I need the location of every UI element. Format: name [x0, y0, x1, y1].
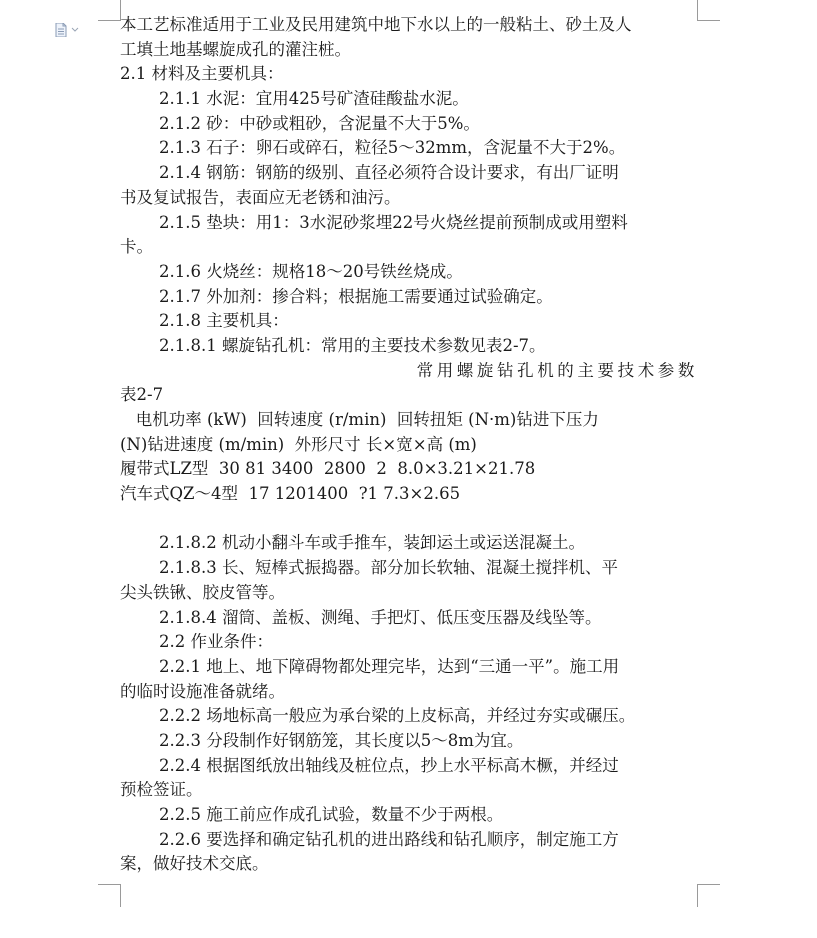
document-body	[120, 13, 698, 877]
table-header-line: 电机功率 (kW) 回转速度 (r/min) 回转扭矩 (N·m)钻进下压力	[120, 410, 599, 429]
table-header-line: (N)钻进速度 (m/min) 外形尺寸 长×宽×高 (m)	[120, 434, 477, 454]
margin-corner-bottom-right	[697, 884, 720, 907]
text-line: 2.2.5 施工前应作成孔试验，数量不少于两根。	[159, 805, 504, 824]
text-line: 2.1.5 垫块：用1：3水泥砂浆埋22号火烧丝提前预制成或用塑料	[159, 212, 628, 232]
table-row: 履带式LZ型 30 81 3400 2800 2 8.0×3.21×21.78	[120, 459, 536, 479]
text-line: 2.1.7 外加剂：掺合料；根据施工需要通过试验确定。	[159, 286, 553, 306]
margin-corner-bottom-left	[98, 884, 121, 907]
table-caption: 常用螺旋钻孔机的主要技术参数	[416, 360, 698, 380]
text-line: 2.1.6 火烧丝：规格18～20号铁丝烧成。	[159, 261, 463, 281]
text-line: 2.1.4 钢筋：钢筋的级别、直径必须符合设计要求，有出厂证明	[159, 163, 619, 183]
text-line: 2.2.1 地上、地下障碍物都处理完毕，达到“三通一平”。施工用	[159, 656, 620, 676]
table-row: 汽车式QZ～4型 17 1201400 ?1 7.3×2.65	[120, 484, 461, 504]
text-line: 本工艺标准适用于工业及民用建筑中地下水以上的一般粘土、砂土及人	[120, 15, 632, 34]
text-line: 2.1.8.4 溜筒、盖板、测绳、手把灯、低压变压器及线坠等。	[159, 607, 602, 627]
text-line: 2.1.8.2 机动小翻斗车或手推车，装卸运土或运送混凝土。	[159, 533, 585, 553]
margin-corner-top-left	[98, 0, 121, 21]
text-line: 2.1.8.1 螺旋钻孔机：常用的主要技术参数见表2-7。	[159, 335, 546, 355]
text-line: 2.1.8.3 长、短棒式振捣器。部分加长软轴、混凝土搅拌机、平	[159, 558, 618, 578]
text-line: 2.2.6 要选择和确定钻孔机的进出路线和钻孔顺序，制定施工方	[159, 829, 619, 849]
text-line: 2.1.8 主要机具：	[159, 311, 289, 331]
section-heading: 2.2 作业条件：	[159, 632, 273, 652]
text-line: 工填土地基螺旋成孔的灌注桩。	[120, 39, 351, 59]
margin-corner-top-right	[697, 0, 720, 21]
text-line: 书及复试报告，表面应无老锈和油污。	[120, 187, 401, 207]
table-number: 表2-7	[120, 385, 164, 405]
text-line: 2.1.3 石子：卵石或碎石，粒径5～32mm，含泥量不大于2%。	[159, 138, 626, 158]
text-line: 的临时设施准备就绪。	[120, 681, 285, 701]
text-line: 预检签证。	[120, 780, 203, 800]
text-line: 卡。	[120, 237, 153, 257]
text-line: 尖头铁锹、胶皮管等。	[120, 582, 285, 602]
text-line: 2.2.4 根据图纸放出轴线及桩位点，抄上水平标高木橛，并经过	[159, 755, 619, 775]
text-line: 2.1.1 水泥：宜用425号矿渣硅酸盐水泥。	[159, 89, 469, 109]
text-line: 2.2.2 场地标高一般应为承台梁的上皮标高，并经过夯实或碾压。	[159, 706, 636, 726]
text-line: 2.2.3 分段制作好钢筋笼，其长度以5～8m为宜。	[159, 730, 524, 750]
text-line: 2.1.2 砂：中砂或粗砂，含泥量不大于5%。	[159, 113, 480, 133]
document-icon[interactable]	[54, 22, 84, 36]
section-heading: 2.1 材料及主要机具：	[120, 64, 284, 84]
blank-line	[120, 507, 698, 532]
text-line: 案，做好技术交底。	[120, 854, 269, 874]
